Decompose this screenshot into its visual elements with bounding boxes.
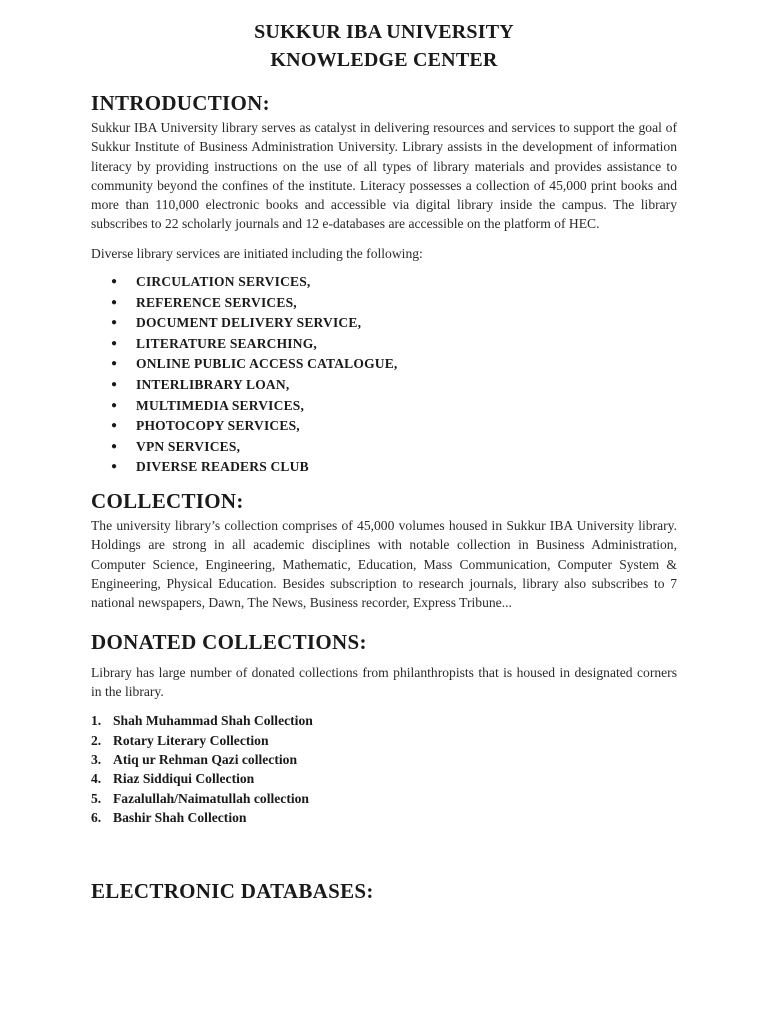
introduction-heading: INTRODUCTION: bbox=[91, 91, 270, 115]
collection-heading: COLLECTION: bbox=[91, 489, 244, 514]
donated-section bbox=[91, 629, 677, 828]
list-item: ● REFERENCE SERVICES, bbox=[91, 293, 677, 314]
list-item: ● DIVERSE READERS CLUB bbox=[91, 457, 677, 478]
university-title: SUKKUR IBA UNIVERSITY bbox=[254, 21, 514, 43]
document-page bbox=[91, 18, 677, 904]
list-item: ● MULTIMEDIA SERVICES, bbox=[91, 396, 677, 417]
bullet-icon: ● bbox=[111, 420, 118, 432]
list-item: 4. Riaz Siddiqui Collection bbox=[91, 771, 255, 787]
list-item: ● CIRCULATION SERVICES, bbox=[91, 272, 677, 293]
introduction-paragraph: Sukkur IBA University library serves as catalyst in delivering resources and services to support the goal of Sukkur Institute of Business Administration University. Library assists in the development of information literacy by providing instructions on the use of all types of library materials and provides assistance to community beyond the confines of the institute. Literacy possesses a collection of 45,000 print books and more than 110,000 electronic books and accessible via digital library inside the campus. The library subscribes to 22 scholarly journals and 12 e-databases are accessible on the platform of HEC. bbox=[91, 120, 677, 232]
bullet-icon: ● bbox=[111, 379, 118, 391]
bullet-icon: ● bbox=[111, 276, 118, 288]
donated-heading: DONATED COLLECTIONS: bbox=[91, 629, 367, 654]
donated-paragraph: Library has large number of donated collections from philanthropists that is housed in designated corners in the library. bbox=[91, 664, 677, 699]
list-item: ● VPN SERVICES, bbox=[91, 437, 677, 458]
list-item: 1. Shah Muhammad Shah Collection bbox=[91, 713, 313, 729]
services-list bbox=[91, 272, 677, 478]
bullet-icon: ● bbox=[111, 399, 118, 411]
collection-paragraph: The university library’s collection comprises of 45,000 volumes housed in Sukkur IBA University library. Holdings are strong in all academic disciplines with notable collection in Business Administration, Computer Science, Engineering, Mathematic, Education, Mass Communication, Computer System & Engineering, Physical Education. Besides subscription to research journals, library also subscribes to 7 national newspapers, Dawn, The News, Business recorder, Express Tribune... bbox=[91, 518, 677, 611]
databases-heading: ELECTRONIC DATABASES: bbox=[91, 878, 374, 903]
list-item: 6. Bashir Shah Collection bbox=[91, 810, 247, 826]
bullet-icon: ● bbox=[111, 317, 118, 329]
donated-list bbox=[91, 711, 677, 827]
bullet-icon: ● bbox=[111, 337, 118, 349]
introduction-section bbox=[91, 90, 677, 478]
list-item: ● PHOTOCOPY SERVICES, bbox=[91, 416, 677, 437]
bullet-icon: ● bbox=[111, 440, 118, 452]
collection-section bbox=[91, 488, 677, 612]
list-item: ● ONLINE PUBLIC ACCESS CATALOGUE, bbox=[91, 354, 677, 375]
list-item: ● INTERLIBRARY LOAN, bbox=[91, 375, 677, 396]
list-item: 3. Atiq ur Rehman Qazi collection bbox=[91, 751, 298, 767]
bullet-icon: ● bbox=[111, 296, 118, 308]
bullet-icon: ● bbox=[111, 358, 118, 370]
list-item: 5. Fazalullah/Naimatullah collection bbox=[91, 790, 309, 806]
document-header bbox=[91, 18, 677, 74]
list-item: ● LITERATURE SEARCHING, bbox=[91, 334, 677, 355]
bullet-icon: ● bbox=[111, 461, 118, 473]
databases-section bbox=[91, 878, 677, 904]
list-item: ● DOCUMENT DELIVERY SERVICE, bbox=[91, 313, 677, 334]
center-title: KNOWLEDGE CENTER bbox=[270, 49, 498, 71]
services-intro: Diverse library services are initiated including the following: bbox=[91, 245, 423, 261]
list-item: 2. Rotary Literary Collection bbox=[91, 732, 269, 748]
